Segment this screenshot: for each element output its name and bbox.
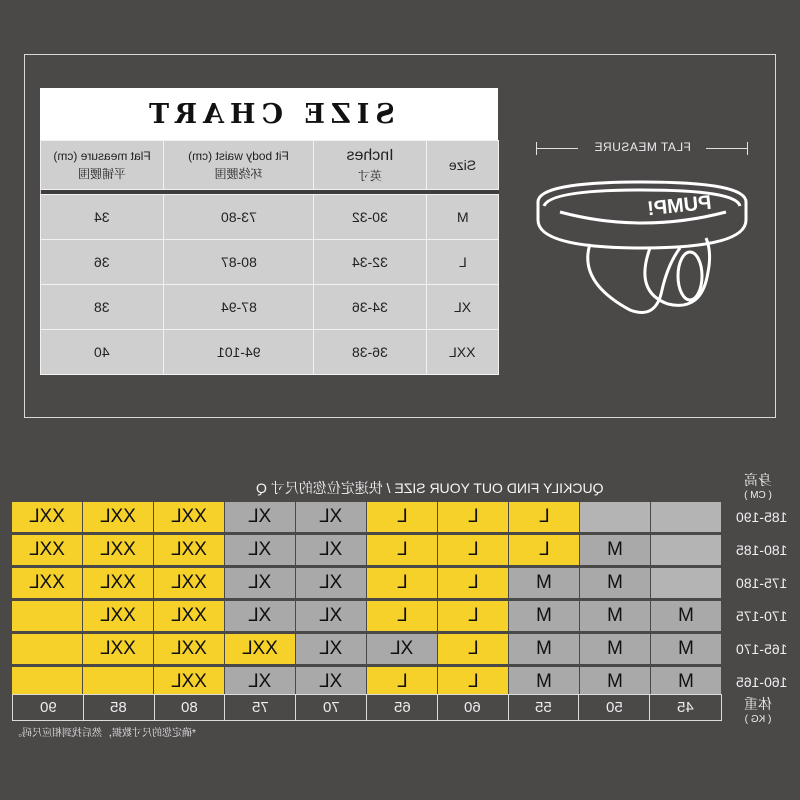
size-cell bbox=[651, 634, 721, 664]
size-cell-label: XXL bbox=[171, 539, 207, 560]
size-cell-label: XL bbox=[248, 539, 272, 560]
size-cell-label: M bbox=[678, 671, 694, 692]
size-cell-label: XXL bbox=[171, 671, 207, 692]
weight-row bbox=[12, 694, 722, 721]
size-cell bbox=[438, 634, 508, 664]
size-cell bbox=[509, 667, 579, 697]
size-cell bbox=[580, 502, 650, 532]
size-cell-label: XXL bbox=[29, 506, 65, 527]
size-value: XXL bbox=[449, 344, 476, 360]
inches-value: 32-34 bbox=[352, 254, 388, 270]
size-cell bbox=[225, 667, 295, 697]
inches-value: 34-36 bbox=[352, 299, 388, 315]
dimension-cap-right bbox=[747, 142, 748, 155]
flat-measure-label: FLAT MEASURE bbox=[593, 140, 691, 154]
size-cell bbox=[296, 535, 366, 565]
size-cell-label: L bbox=[538, 539, 550, 560]
size-cell bbox=[12, 502, 82, 532]
size-cell-label: L bbox=[467, 506, 479, 527]
size-cell-label: XXL bbox=[100, 605, 136, 626]
size-cell-label: M bbox=[607, 539, 623, 560]
size-cell bbox=[296, 601, 366, 631]
size-cell-label: M bbox=[536, 671, 552, 692]
flat-value: 34 bbox=[94, 209, 110, 225]
size-cell-label: M bbox=[678, 605, 694, 626]
header-inches-en: Inches bbox=[346, 146, 394, 164]
header-flat-en: Flat measure (cm) bbox=[53, 148, 151, 163]
size-cell bbox=[580, 634, 650, 664]
size-cell-label: XL bbox=[248, 572, 272, 593]
size-cell-label: XXL bbox=[242, 638, 278, 659]
table-row bbox=[41, 240, 499, 285]
size-cell-label: XXL bbox=[171, 572, 207, 593]
size-cell bbox=[83, 667, 153, 697]
size-cell-label: M bbox=[607, 638, 623, 659]
size-cell-label: L bbox=[396, 671, 408, 692]
size-cell bbox=[83, 535, 153, 565]
size-cell bbox=[225, 535, 295, 565]
height-range-label: 160-165 bbox=[736, 674, 788, 690]
size-cell-label: XL bbox=[248, 671, 272, 692]
size-cell-label: XL bbox=[319, 605, 343, 626]
weight-value-label: 65 bbox=[367, 695, 438, 720]
size-cell-label: XXL bbox=[29, 572, 65, 593]
size-cell-label: XL bbox=[248, 605, 272, 626]
height-header-label: 身高 bbox=[744, 472, 772, 488]
header-flat bbox=[41, 141, 164, 190]
size-cell-label: L bbox=[467, 638, 479, 659]
dimension-line-right bbox=[706, 148, 748, 149]
waist-value: 87-94 bbox=[220, 299, 257, 315]
header-waist bbox=[164, 141, 314, 190]
size-chart-title: SIZE CHART bbox=[143, 98, 395, 130]
size-cell bbox=[296, 568, 366, 598]
size-cell-label: XXL bbox=[100, 572, 136, 593]
height-range-label: 180-185 bbox=[736, 542, 788, 558]
size-cell bbox=[367, 535, 437, 565]
weight-header-unit: ( KG ) bbox=[744, 714, 772, 725]
height-range-label: 170-175 bbox=[736, 608, 788, 624]
weight-value-label: 45 bbox=[677, 699, 694, 716]
size-cell-label: L bbox=[396, 605, 408, 626]
size-cell-label: M bbox=[536, 605, 552, 626]
size-cell bbox=[367, 634, 437, 664]
garment-illustration bbox=[530, 172, 756, 322]
size-cell bbox=[509, 502, 579, 532]
weight-value-label: 75 bbox=[225, 695, 296, 720]
size-cell bbox=[580, 667, 650, 697]
size-cell bbox=[509, 601, 579, 631]
weight-value-label: 85 bbox=[84, 695, 155, 720]
size-cell-label: XXL bbox=[171, 506, 207, 527]
weight-value-label: 80 bbox=[155, 695, 226, 720]
size-cell bbox=[12, 535, 82, 565]
size-cell-label: XL bbox=[319, 539, 343, 560]
size-cell bbox=[296, 667, 366, 697]
size-cell bbox=[154, 535, 224, 565]
weight-header bbox=[728, 694, 788, 725]
inches-value: 36-38 bbox=[352, 344, 388, 360]
weight-header-label: 体重 bbox=[744, 696, 772, 712]
header-size-label: Size bbox=[448, 157, 477, 173]
size-chart-table bbox=[40, 140, 499, 375]
size-cell-label: M bbox=[536, 572, 552, 593]
waist-value: 80-87 bbox=[220, 254, 257, 270]
size-cell-label: L bbox=[467, 572, 479, 593]
table-row bbox=[41, 330, 499, 375]
size-cell-label: M bbox=[607, 572, 623, 593]
size-cell bbox=[509, 535, 579, 565]
size-cell-label: L bbox=[396, 539, 408, 560]
dimension-line-left bbox=[536, 148, 578, 149]
size-cell bbox=[225, 634, 295, 664]
size-cell-label: XL bbox=[319, 572, 343, 593]
size-cell bbox=[509, 568, 579, 598]
size-cell-label: L bbox=[467, 539, 479, 560]
header-inches bbox=[314, 141, 427, 190]
size-cell-label: XL bbox=[319, 671, 343, 692]
header-waist-en: Fit body waist (cm) bbox=[188, 148, 289, 163]
size-cell bbox=[438, 535, 508, 565]
header-size bbox=[427, 141, 499, 190]
size-cell bbox=[83, 502, 153, 532]
waist-value: 94-101 bbox=[216, 344, 261, 360]
weight-value-label: 90 bbox=[13, 695, 84, 720]
size-cell bbox=[438, 601, 508, 631]
size-cell-label: XXL bbox=[171, 605, 207, 626]
size-cell bbox=[367, 667, 437, 697]
size-cell bbox=[83, 634, 153, 664]
size-cell-label: L bbox=[467, 671, 479, 692]
header-inches-cn: 英寸 bbox=[358, 168, 383, 183]
size-cell-label: L bbox=[467, 605, 479, 626]
size-chart-header-row bbox=[41, 141, 499, 190]
weight-value-label: 55 bbox=[509, 695, 580, 720]
size-cell-label: L bbox=[538, 506, 550, 527]
size-cell bbox=[651, 535, 721, 565]
size-cell-label: XL bbox=[248, 506, 272, 527]
header-flat-cn: 平铺腰围 bbox=[78, 166, 127, 181]
header-waist-cn: 环绕腰围 bbox=[214, 166, 263, 181]
size-cell bbox=[438, 667, 508, 697]
size-cell bbox=[154, 601, 224, 631]
size-cell bbox=[154, 568, 224, 598]
size-value: XL bbox=[453, 299, 472, 315]
size-cell-label: L bbox=[396, 506, 408, 527]
size-note bbox=[12, 724, 196, 739]
size-cell-label: M bbox=[607, 671, 623, 692]
size-cell bbox=[225, 568, 295, 598]
size-cell bbox=[296, 502, 366, 532]
height-header-unit: ( CM ) bbox=[744, 490, 772, 501]
size-cell bbox=[580, 568, 650, 598]
size-cell bbox=[651, 568, 721, 598]
size-cell bbox=[154, 502, 224, 532]
size-cell bbox=[367, 568, 437, 598]
waist-value: 73-80 bbox=[220, 209, 257, 225]
size-cell bbox=[83, 601, 153, 631]
flat-value: 36 bbox=[94, 254, 110, 270]
table-row bbox=[41, 285, 499, 330]
size-cell bbox=[509, 634, 579, 664]
size-value: M bbox=[456, 209, 469, 225]
size-cell-label: XXL bbox=[100, 539, 136, 560]
size-cell-label: XXL bbox=[171, 638, 207, 659]
size-cell bbox=[438, 502, 508, 532]
size-cell-label: XXL bbox=[100, 506, 136, 527]
weight-value-label: 50 bbox=[579, 695, 650, 720]
table-row bbox=[41, 195, 499, 240]
size-cell-label: XXL bbox=[100, 638, 136, 659]
flat-measure-indicator bbox=[536, 140, 748, 156]
size-cell bbox=[580, 601, 650, 631]
size-note-text: *确定您的尺寸数据，然后找到相应尺码。 bbox=[12, 728, 196, 739]
size-cell bbox=[367, 601, 437, 631]
size-cell bbox=[12, 634, 82, 664]
height-column bbox=[724, 502, 800, 697]
size-cell bbox=[367, 502, 437, 532]
weight-value-label: 60 bbox=[438, 695, 509, 720]
size-cell bbox=[296, 634, 366, 664]
weight-value-label: 70 bbox=[296, 695, 367, 720]
flat-value: 40 bbox=[94, 344, 110, 360]
size-cell-label: XL bbox=[319, 638, 343, 659]
size-cell-label: M bbox=[536, 638, 552, 659]
size-lookup-grid bbox=[12, 502, 722, 697]
size-cell-label: M bbox=[678, 638, 694, 659]
size-cell-label: XXL bbox=[29, 539, 65, 560]
size-cell bbox=[225, 601, 295, 631]
garment-brand-text: PUMP! bbox=[646, 191, 713, 221]
size-cell-label: XL bbox=[319, 506, 343, 527]
inches-value: 30-32 bbox=[352, 209, 388, 225]
size-chart-title-box bbox=[40, 88, 498, 140]
size-cell bbox=[154, 667, 224, 697]
size-cell bbox=[83, 568, 153, 598]
size-cell bbox=[154, 634, 224, 664]
height-header bbox=[728, 470, 788, 501]
height-range-label: 165-170 bbox=[736, 641, 788, 657]
size-cell bbox=[225, 502, 295, 532]
size-value: L bbox=[458, 254, 467, 270]
size-cell bbox=[438, 568, 508, 598]
height-range-label: 185-190 bbox=[736, 509, 788, 525]
size-cell bbox=[12, 568, 82, 598]
size-cell bbox=[651, 502, 721, 532]
size-cell bbox=[12, 601, 82, 631]
size-cell-label: XL bbox=[390, 638, 414, 659]
size-cell bbox=[651, 601, 721, 631]
size-cell-label: M bbox=[607, 605, 623, 626]
size-cell bbox=[12, 667, 82, 697]
height-range-label: 175-180 bbox=[736, 575, 788, 591]
size-cell-label: L bbox=[396, 572, 408, 593]
size-cell bbox=[651, 667, 721, 697]
quick-find-title-text: QUCKILY FIND OUT YOUR SIZE / 快速定位您的尺寸 Q bbox=[256, 480, 604, 496]
size-cell bbox=[580, 535, 650, 565]
quick-find-title bbox=[256, 478, 726, 498]
flat-value: 38 bbox=[94, 299, 110, 315]
